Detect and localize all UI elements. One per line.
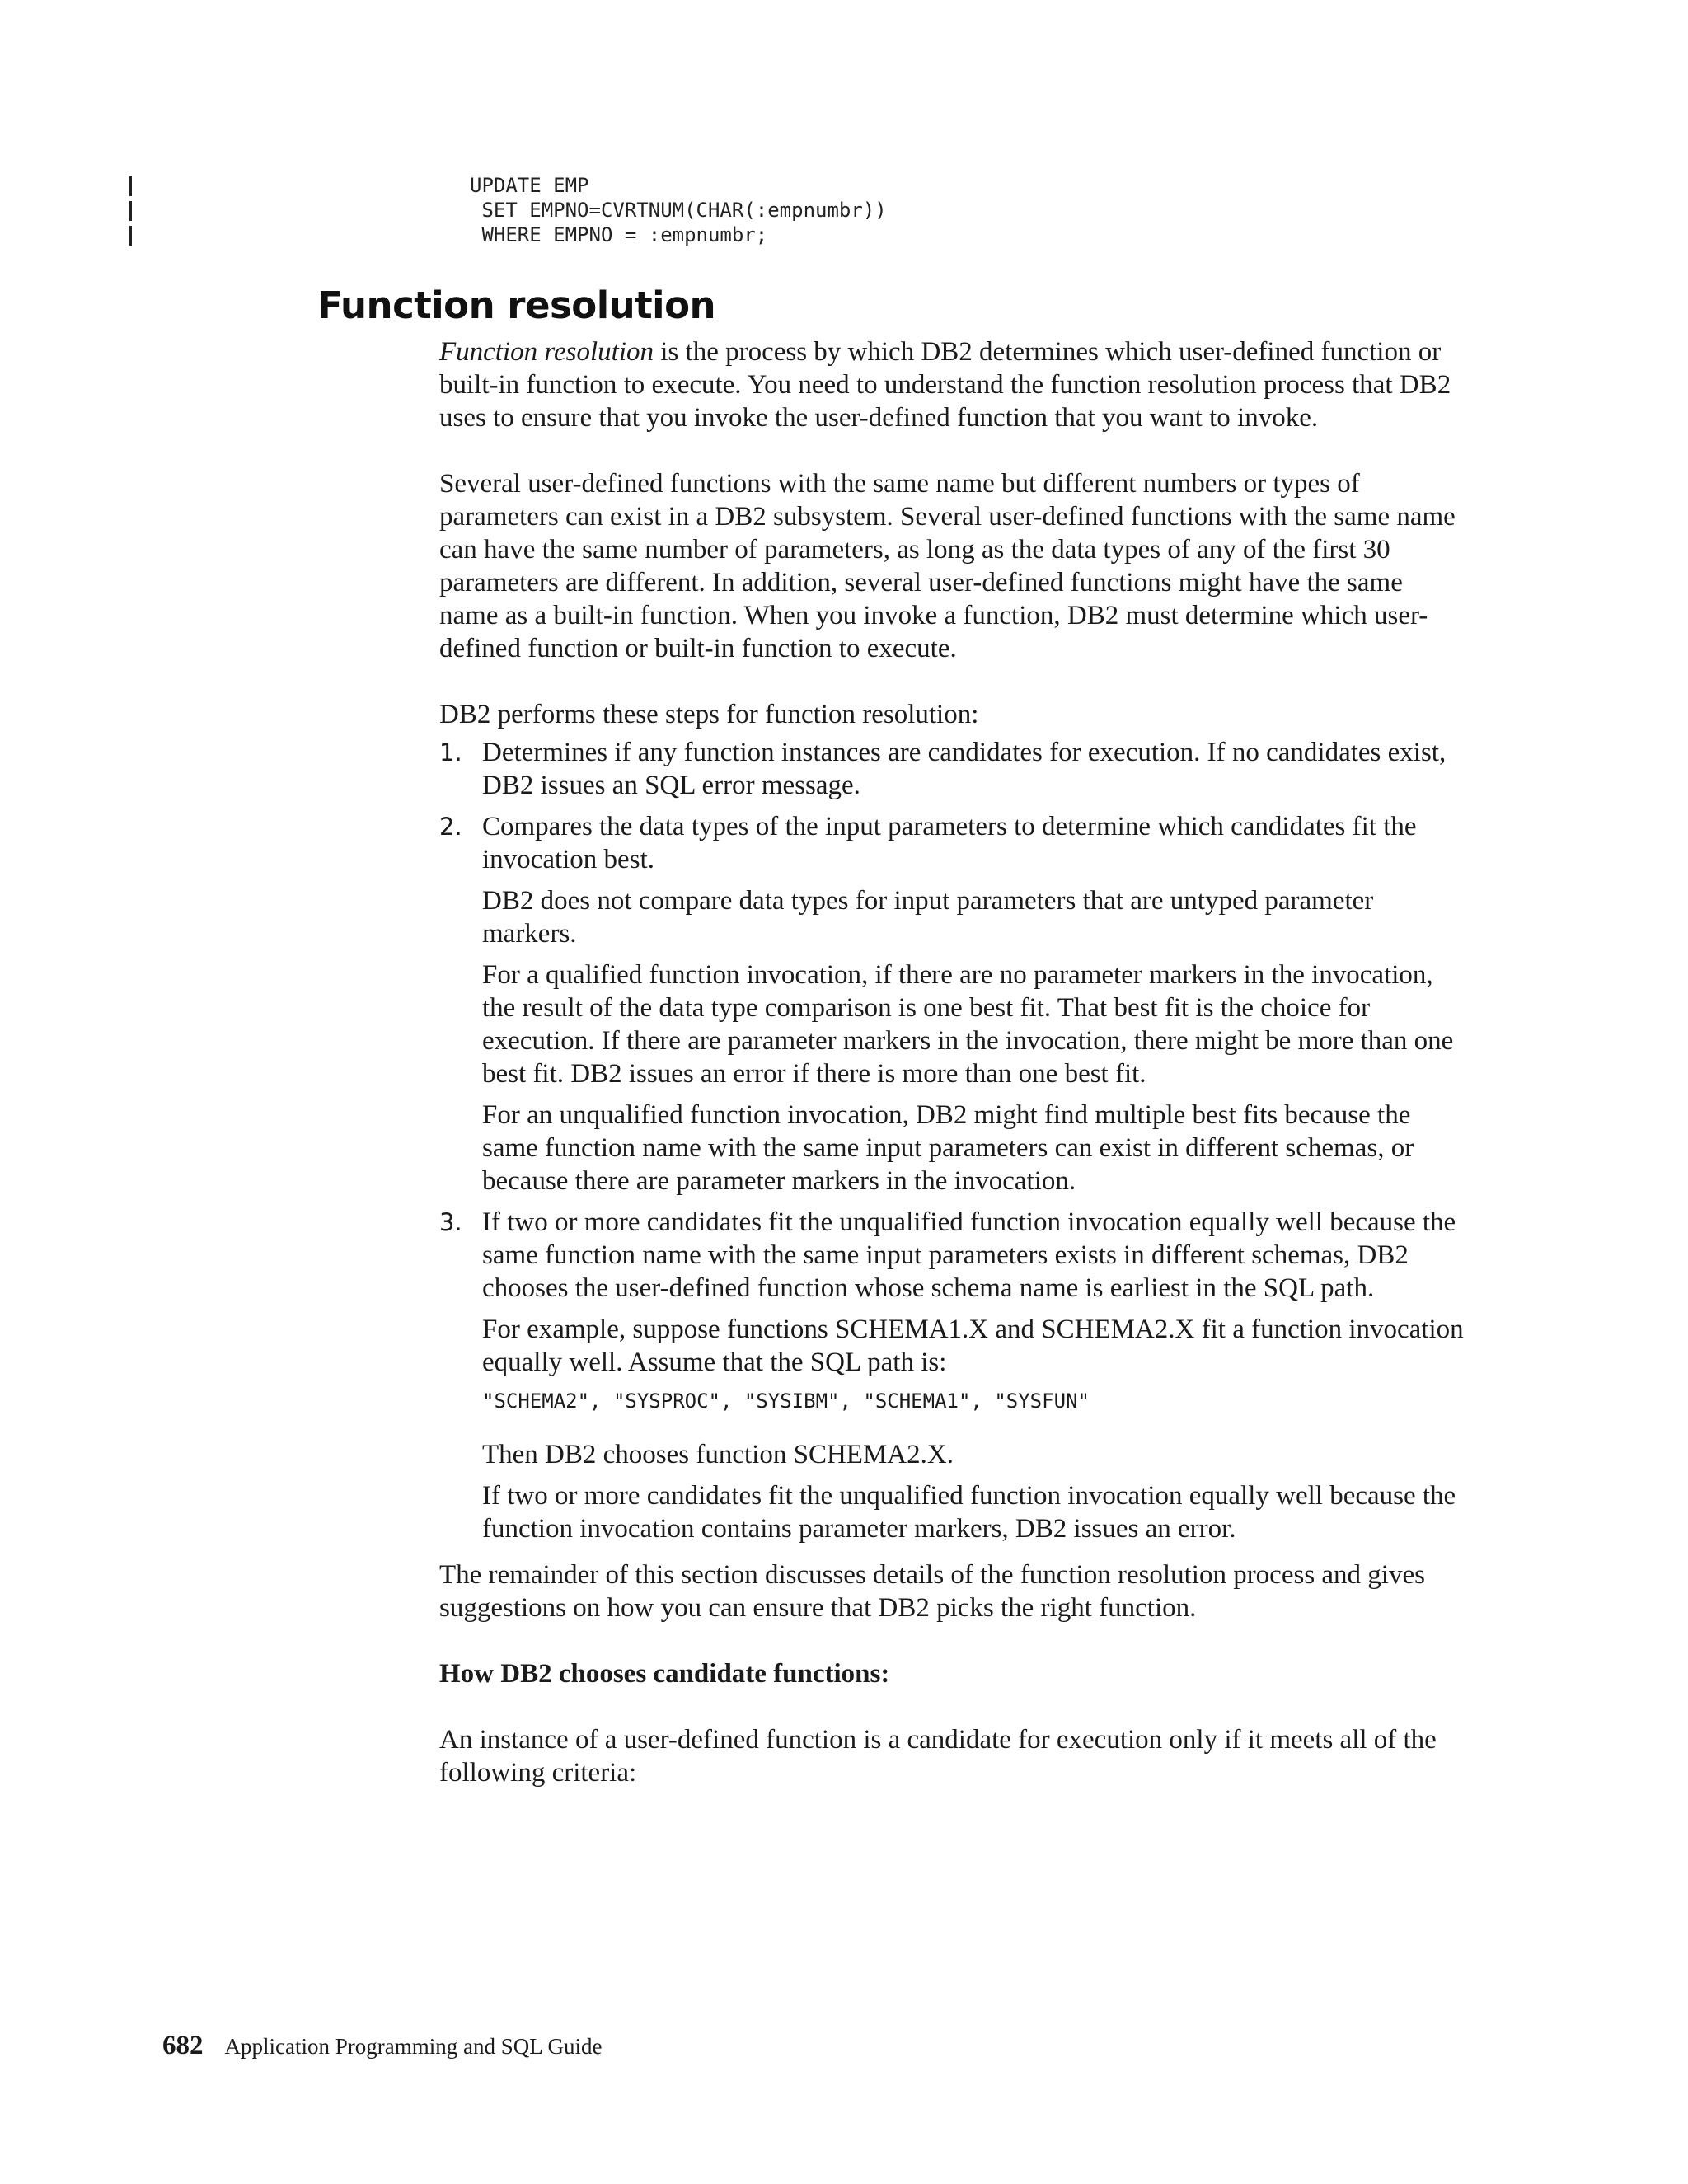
step-result: Then DB2 chooses function SCHEMA2.X. — [482, 1440, 954, 1469]
body-paragraph: Several user-defined functions with the same name but different numbers or types of parameters can exist in a DB2 subsystem. Several user-defined functions with the same name can have the same number of parameters, as long as the data types of any of the first 30 parameters are different. In addition, several user-defined functions might have the same name as a built-in function. When you invoke a function, DB2 must determine which user-defined function or built-in function to execute. — [439, 469, 1456, 663]
defined-term: Function resolution — [439, 337, 654, 367]
step-item — [439, 810, 1465, 1197]
subheading: How DB2 chooses candidate functions: — [439, 1659, 890, 1689]
step-note: For an unqualified function invocation, DB2 might find multiple best fits because the same function name with the same input parameters can exist in different schemas, or because there are parameter markers in the invocation. — [482, 1100, 1414, 1196]
step-item — [439, 1206, 1465, 1545]
step-note: For a qualified function invocation, if there are no parameter markers in the invocation, the result of the data type comparison is one best fit. That best fit is the choice for execution. If there are parameter markers in the invocation, there might be more than one best fit. DB2 issues an error if there is more than one best fit. — [482, 960, 1454, 1089]
page-footer — [162, 2031, 602, 2061]
code-line: UPDATE EMP — [470, 174, 589, 197]
step-example: For example, suppose functions SCHEMA1.X and SCHEMA2.X fit a function invocation equally well. Assume that the SQL path is: — [482, 1315, 1464, 1377]
page-number: 682 — [162, 2031, 204, 2060]
intro-paragraph — [439, 335, 1465, 434]
code-example — [470, 173, 887, 247]
change-bar — [129, 226, 132, 246]
step-number: 3. — [439, 1208, 462, 1236]
final-paragraph: An instance of a user-defined function is a candidate for execution only if it meets all of the following criteria: — [439, 1725, 1437, 1788]
steps-intro: DB2 performs these steps for function resolution: — [439, 700, 979, 729]
step-note: DB2 does not compare data types for input parameters that are untyped parameter markers. — [482, 886, 1374, 949]
book-title: Application Programming and SQL Guide — [224, 2034, 603, 2059]
step-text: Compares the data types of the input parameters to determine which candidates fit the invocation best. — [482, 812, 1417, 874]
change-bars — [129, 176, 132, 251]
step-note: If two or more candidates fit the unqualified function invocation equally well because the function invocation contains parameter markers, DB2 issues an error. — [482, 1481, 1456, 1544]
change-bar — [129, 201, 132, 221]
step-item — [439, 736, 1465, 802]
code-line: SET EMPNO=CVRTNUM(CHAR(:empnumbr)) — [470, 199, 887, 222]
step-number: 2. — [439, 813, 462, 841]
step-number: 1. — [439, 738, 462, 766]
intro-text: is the process by which DB2 determines which user-defined function or built-in function to execute. You need to understand the function resolution process that DB2 uses to ensure that you invoke the user-defined function that you want to invoke. — [439, 337, 1451, 433]
section-title: Function resolution — [317, 284, 716, 327]
steps-list — [439, 736, 1465, 1545]
remainder-paragraph: The remainder of this section discusses details of the function resolution process and gives suggestions on how you can ensure that DB2 picks the right function. — [439, 1560, 1425, 1623]
step-text: Determines if any function instances are candidates for execution. If no candidates exist, DB2 issues an SQL error message. — [482, 738, 1447, 800]
section-body — [439, 335, 1465, 1789]
change-bar — [129, 176, 132, 196]
sql-path-code: "SCHEMA2", "SYSPROC", "SYSIBM", "SCHEMA1", "SYSFUN" — [482, 1390, 1090, 1413]
step-text: If two or more candidates fit the unqualified function invocation equally well because the same function name with the same input parameters exists in different schemas, DB2 chooses the user-defined function whose schema name is earliest in the SQL path. — [482, 1207, 1456, 1303]
code-line: WHERE EMPNO = :empnumbr; — [470, 223, 768, 246]
